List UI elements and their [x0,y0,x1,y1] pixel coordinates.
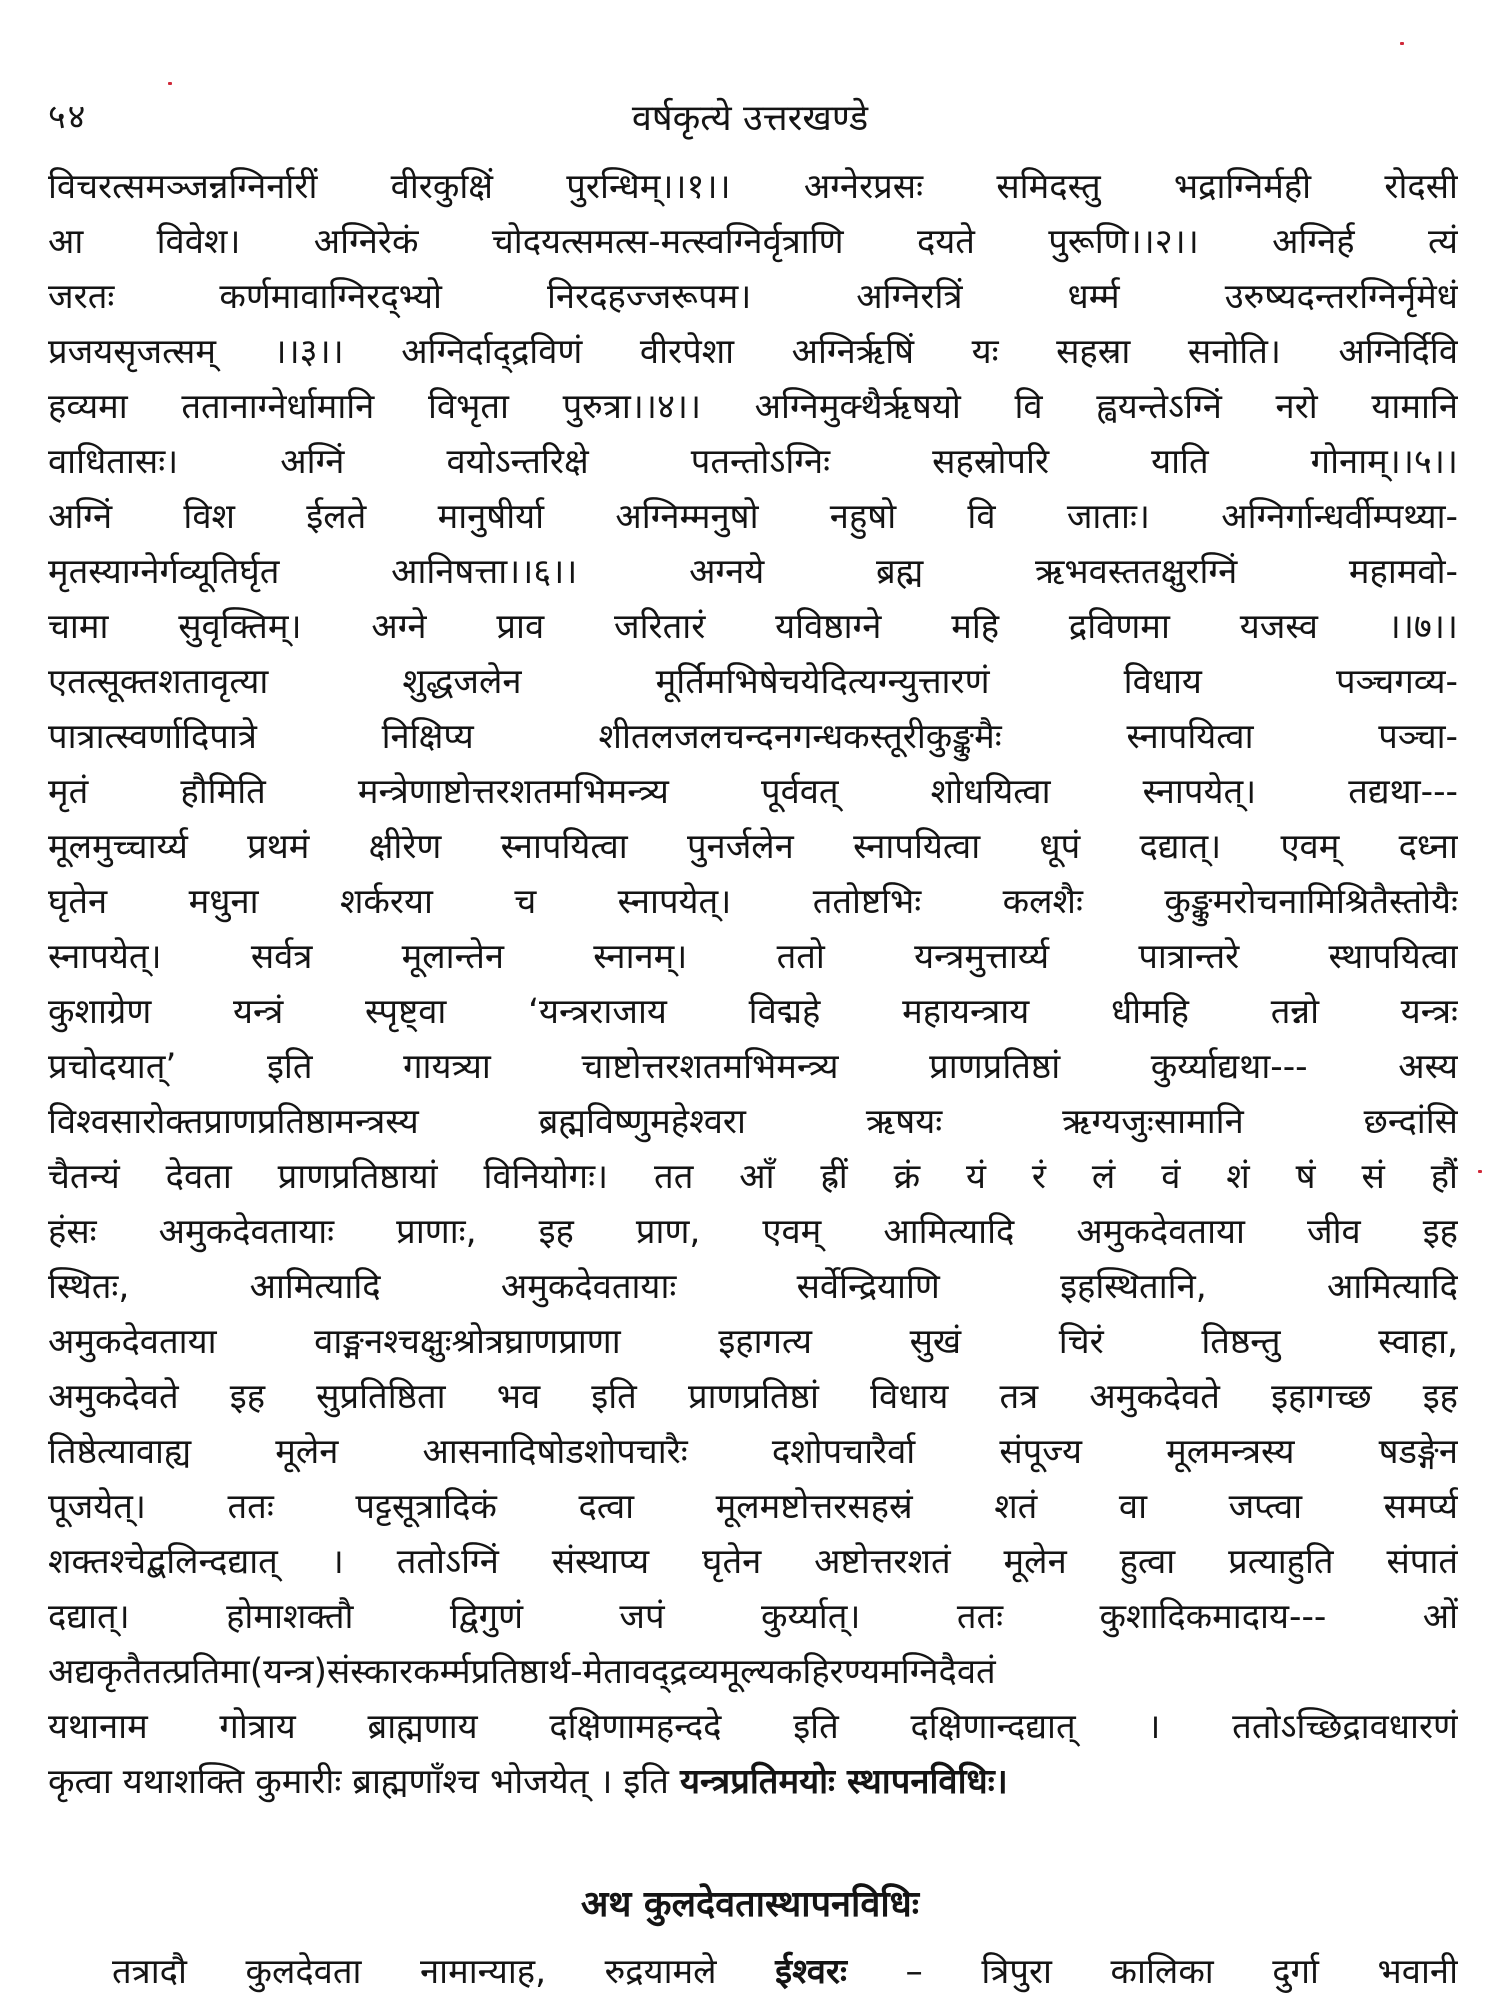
text-line: अग्निं विश ईलते मानुषीर्या अग्निम्मनुषो नहुषो वि जाताः। अग्निर्गान्धर्वीम्पथ्या- [48,497,1458,537]
text-line: यथानाम गोत्राय ब्राह्मणाय दक्षिणामहन्ददे इति दक्षिणान्दद्यात् । ततोऽच्छिद्रावधारणं [48,1707,1458,1747]
section-closing-title: यन्त्रप्रतिमयोः स्थापनविधिः। [679,1762,1008,1802]
text-line: मृतं हौमिति मन्त्रेणाष्टोत्तरशतमभिमन्त्र्य पूर्ववत् शोधयित्वा स्नापयेत्। तद्यथा--- [48,772,1458,812]
text-line: हंसः अमुकदेवतायाः प्राणाः, इह प्राण, एवम् आमित्यादि अमुकदेवताया जीव इह [48,1212,1458,1252]
tail-text-before: तत्रादौ कुलदेवता नामान्याह, रुद्रयामले [112,1952,776,1992]
text-line: चामा सुवृक्तिम्। अग्ने प्राव जरितारं यविष्ठाग्ने महि द्रविणमा यजस्व ।।७।। [48,607,1458,647]
text-line: कुशाग्रेण यन्त्रं स्पृष्ट्वा ‘यन्त्रराजाय विद्महे महायन्त्राय धीमहि तन्नो यन्त्रः [48,992,1458,1032]
running-title: वर्षकृत्ये उत्तरखण्डे [631,98,869,139]
text-line: हव्यमा ततानाग्नेर्धामानि विभृता पुरुत्रा।।४।। अग्निमुक्थैर्ऋषयो वि ह्वयन्तेऽग्निं नरो यामानि [48,387,1458,427]
text-line: प्रचोदयात्’ इति गायत्र्या चाष्टोत्तरशतमभिमन्त्र्य प्राणप्रतिष्ठां कुर्य्याद्यथा--- अस्य [48,1047,1458,1087]
red-ink-speck [168,82,172,85]
text-line: पूजयेत्। ततः पट्टसूत्रादिकं दत्वा मूलमष्टोत्तरसहस्रं शतं वा जप्त्वा समर्प्य [48,1487,1458,1527]
red-ink-speck [1400,42,1404,45]
section-heading: अथ कुलदेवतास्थापनविधिः [580,1884,920,1925]
text-line: चैतन्यं देवता प्राणप्रतिष्ठायां विनियोगः। तत आँ ह्रीं क्रं यं रं लं वं शं षं सं हौं [48,1157,1458,1197]
text-line: अमुकदेवताया वाङ्मनश्चक्षुःश्रोत्रघ्राणप्राणा इहागत्य सुखं चिरं तिष्ठन्तु स्वाहा, [48,1322,1458,1362]
final-line-text: कृत्वा यथाशक्ति कुमारीः ब्राह्मणाँश्च भोजयेत् । इति [48,1762,680,1802]
red-ink-speck [1478,1170,1482,1173]
text-line: दद्यात्। होमाशक्तौ द्विगुणं जपं कुर्य्यात्। ततः कुशादिकमादाय--- ओं [48,1597,1458,1637]
text-line: वाधितासः। अग्निं वयोऽन्तरिक्षे पतन्तोऽग्निः सहस्रोपरि याति गोनाम्।।५।। [48,442,1458,482]
text-line: मूलमुच्चार्य्य प्रथमं क्षीरेण स्नापयित्वा पुनर्जलेन स्नापयित्वा धूपं दद्यात्। एवम् दध्ना [48,827,1458,867]
text-line: तिष्ठेत्यावाह्य मूलेन आसनादिषोडशोपचारैः दशोपचारैर्वा संपूज्य मूलमन्त्रस्य षडङ्गेन [48,1432,1458,1472]
text-line: शक्तश्चेद्बलिन्दद्यात् । ततोऽग्निं संस्थाप्य घृतेन अष्टोत्तरशतं मूलेन हुत्वा प्रत्याहुति संपातं [48,1542,1458,1582]
page-number: ५४ [48,97,88,137]
text-line: आ विवेश। अग्निरेकं चोदयत्समत्स-मत्स्वग्निर्वृत्राणि दयते पुरूणि।।२।। अग्निर्ह त्यं [48,222,1458,262]
body-text [48,160,1458,1810]
text-line: अद्यकृतैतत्प्रतिमा(यन्त्र)संस्कारकर्म्मप्रतिष्ठार्थ-मेतावद्द्रव्यमूल्यकहिरण्यमग्निदैवतं [48,1652,996,1692]
text-line: पात्रात्स्वर्णादिपात्रे निक्षिप्य शीतलजलचन्दनगन्धकस्तूरीकुङ्कुमैः स्नापयित्वा पञ्चा- [48,717,1458,757]
tail-text-line [112,1945,1458,2000]
text-line: घृतेन मधुना शर्करया च स्नापयेत्। ततोष्टभिः कलशैः कुङ्कुमरोचनामिश्रितैस्तोयैः [48,882,1458,922]
tail-text-after: – त्रिपुरा कालिका दुर्गा भवानी [847,1952,1458,1992]
text-line: विश्वसारोक्तप्राणप्रतिष्ठामन्त्रस्य ब्रह्मविष्णुमहेश्वरा ऋषयः ऋग्यजुःसामानि छन्दांसि [48,1102,1458,1142]
text-line: विचरत्समञ्जन्नग्निर्नारीं वीरकुक्षिं पुरन्धिम्।।१।। अग्नेरप्रसः समिदस्तु भद्राग्निर्मही रोदसी [48,167,1458,207]
text-line: अमुकदेवते इह सुप्रतिष्ठिता भव इति प्राणप्रतिष्ठां विधाय तत्र अमुकदेवते इहागच्छ इह [48,1377,1458,1417]
text-line: मृतस्याग्नेर्गव्यूतिर्घृत आनिषत्ता।।६।। अग्नये ब्रह्म ऋभवस्ततक्षुरग्निं महामवो- [48,552,1458,592]
text-line: स्नापयेत्। सर्वत्र मूलान्तेन स्नानम्। ततो यन्त्रमुत्तार्य्य पात्रान्तरे स्थापयित्वा [48,937,1458,977]
text-line: जरतः कर्णमावाग्निरद्भ्यो निरदहज्जरूपम। अग्निरत्रिं धर्म्म उरुष्यदन्तरग्निर्नृमेधं [48,277,1458,317]
speaker-name: ईश्वरः [775,1952,847,1992]
text-line: स्थितः, आमित्यादि अमुकदेवतायाः सर्वेन्द्रियाणि इहस्थितानि, आमित्यादि [48,1267,1458,1307]
final-text-line [48,1755,1458,1810]
page-header [40,92,1460,152]
text-line: प्रजयसृजत्सम् ।।३।। अग्निर्दाद्द्रविणं वीरपेशा अग्निर्ऋषिं यः सहस्रा सनोति। अग्निर्दिवि [48,332,1458,372]
text-line: एतत्सूक्तशतावृत्या शुद्धजलेन मूर्तिमभिषेचयेदित्यग्न्युत्तारणं विधाय पञ्चगव्य- [48,662,1458,702]
